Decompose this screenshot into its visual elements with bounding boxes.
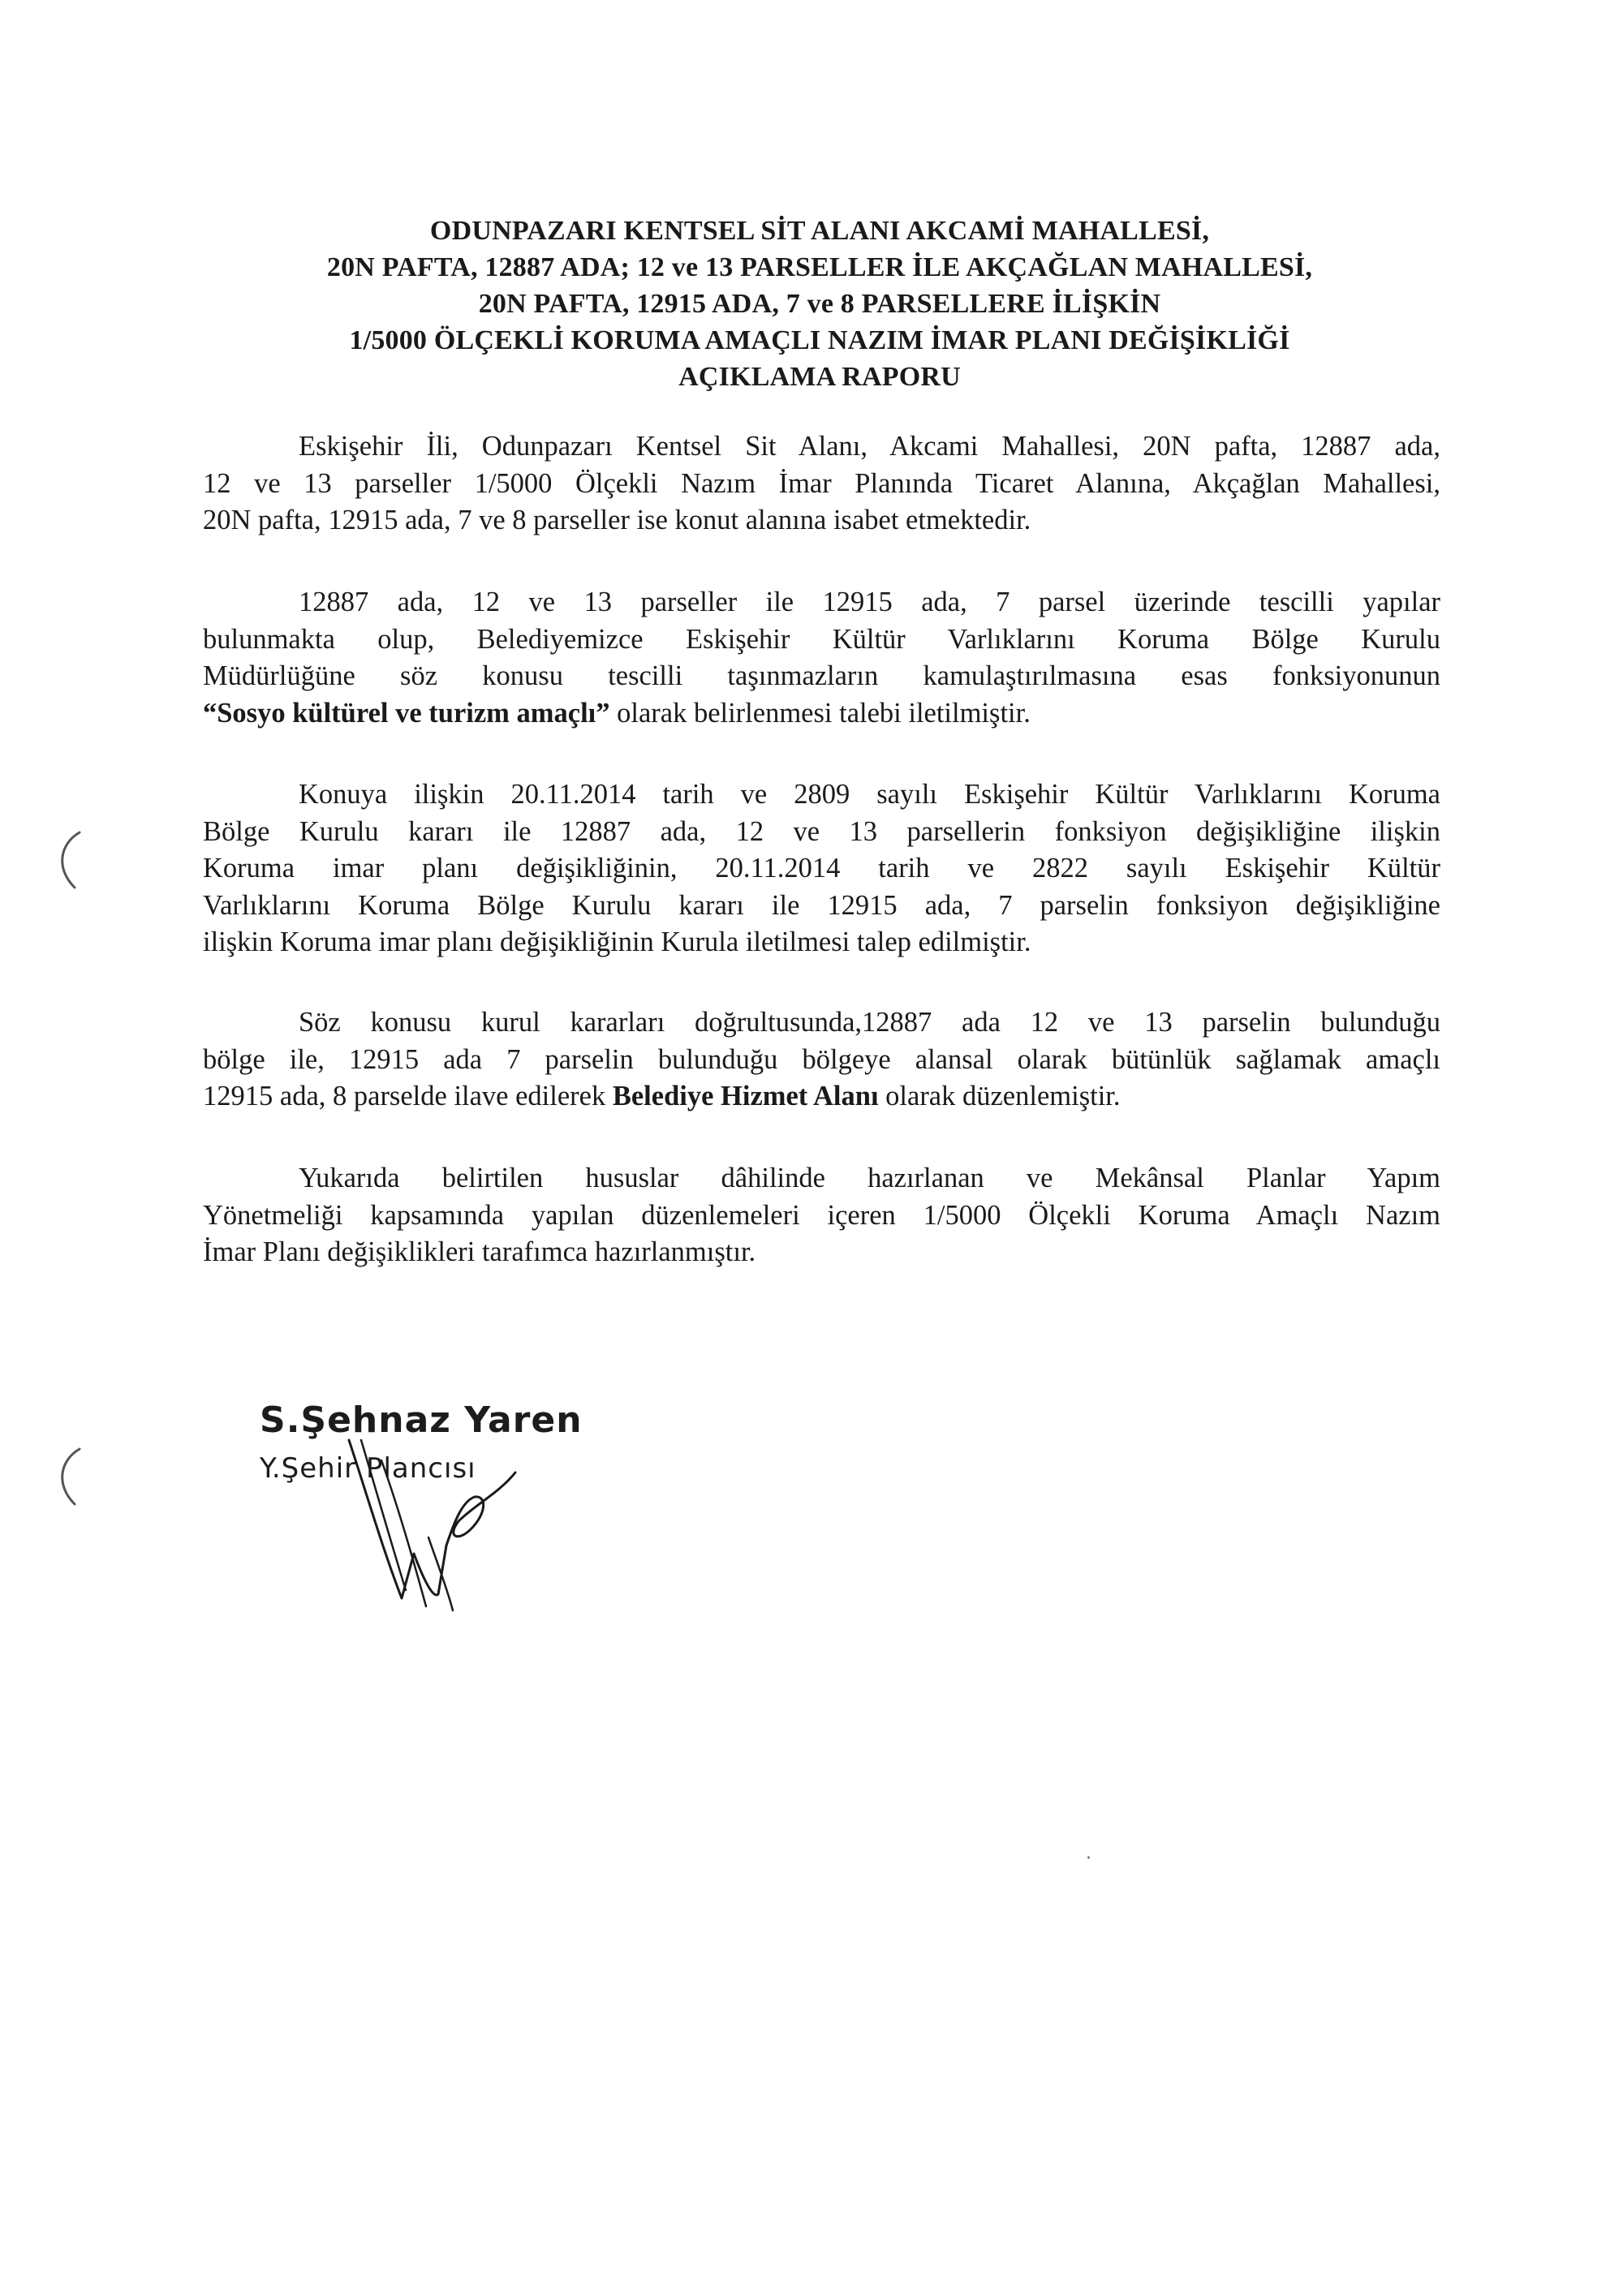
paragraph-3 — [203, 776, 1440, 961]
binding-mark — [49, 1444, 89, 1509]
paragraph-line: 12887 ada, 12 ve 13 parseller ile 12915 ada, 7 parsel üzerinde tescilli yapılar — [299, 587, 1440, 617]
paragraph-line-start: 12915 ada, 8 parselde ilave edilerek — [203, 1081, 613, 1111]
bold-phrase: Belediye Hizmet Alanı — [612, 1081, 879, 1111]
paragraph-line: Yönetmeliği kapsamında yapılan düzenlemeleri içeren 1/5000 Ölçekli Koruma Amaçlı Nazım — [203, 1199, 1440, 1231]
stamp-role: Y.Şehir Plancısı — [260, 1452, 476, 1485]
paragraph-line-end: olarak düzenlemiştir. — [878, 1081, 1121, 1111]
paragraph-2 — [203, 584, 1440, 732]
paragraph-line: Konuya ilişkin 20.11.2014 tarih ve 2809 sayılı Eskişehir Kültür Varlıklarını Koruma — [299, 779, 1440, 810]
paragraph-line-rest: olarak belirlenmesi talebi iletilmiştir. — [609, 697, 1031, 729]
paragraph-line: Varlıklarını Koruma Bölge Kurulu kararı ile 12915 ada, 7 parselin fonksiyon değişikliğine — [203, 889, 1440, 921]
paragraph-line: Bölge Kurulu kararı ile 12887 ada, 12 ve 13 parsellerin fonksiyon değişikliğine ilişkin — [203, 815, 1440, 847]
paragraph-line: 20N pafta, 12915 ada, 7 ve 8 parseller ise konut alanına isabet etmektedir. — [203, 505, 1031, 535]
title-line-2: 20N PAFTA, 12887 ADA; 12 ve 13 PARSELLER İLE AKÇAĞLAN MAHALLESİ, — [326, 252, 1313, 282]
scan-speck — [1087, 1856, 1090, 1859]
paragraph-1 — [203, 428, 1440, 540]
binding-mark — [49, 828, 89, 892]
paragraph-line: Müdürlüğüne söz konusu tescilli taşınmazların kamulaştırılmasına esas fonksiyonunun — [203, 660, 1440, 691]
title-line-1: ODUNPAZARI KENTSEL SİT ALANI AKCAMİ MAHALLESİ, — [429, 216, 1210, 246]
stamp-name: S.Şehnaz Yaren — [260, 1400, 583, 1441]
handwritten-signature — [325, 1424, 536, 1619]
title-line-3: 20N PAFTA, 12915 ADA, 7 ve 8 PARSELLERE İLİŞKİN — [478, 289, 1161, 319]
paragraph-line: İmar Planı değişiklikleri tarafımca hazırlanmıştır. — [203, 1236, 756, 1267]
paragraph-line: ilişkin Koruma imar planı değişikliğinin Kurula iletilmesi talep edilmiştir. — [203, 927, 1031, 957]
paragraph-line — [203, 695, 1440, 733]
paragraph-line: bulunmakta olup, Belediyemizce Eskişehir Kültür Varlıklarını Koruma Bölge Kurulu — [203, 623, 1440, 655]
paragraph-5 — [203, 1160, 1440, 1271]
paragraph-line: Yukarıda belirtilen hususlar dâhilinde hazırlanan ve Mekânsal Planlar Yapım — [299, 1163, 1440, 1193]
paragraph-line: Söz konusu kurul kararları doğrultusunda,12887 ada 12 ve 13 parselin bulunduğu — [299, 1007, 1440, 1038]
paragraph-line: Koruma imar planı değişikliğinin, 20.11.2014 tarih ve 2822 sayılı Eskişehir Kültür — [203, 853, 1440, 884]
paragraph-line — [203, 1078, 1440, 1116]
paragraph-4 — [203, 1004, 1440, 1116]
bold-phrase: “Sosyo kültürel ve turizm amaçlı” — [203, 697, 610, 729]
paragraph-line: bölge ile, 12915 ada 7 parselin bulunduğu bölgeye alansal olarak bütünlük sağlamak amaçlı — [203, 1043, 1440, 1075]
title-line-5: AÇIKLAMA RAPORU — [678, 362, 961, 392]
report-title — [203, 213, 1436, 395]
paragraph-line: 12 ve 13 parseller 1/5000 Ölçekli Nazım İmar Planında Ticaret Alanına, Akçağlan Mahallesi, — [203, 467, 1440, 499]
title-line-4: 1/5000 ÖLÇEKLİ KORUMA AMAÇLI NAZIM İMAR PLANI DEĞİŞİKLİĞİ — [349, 325, 1290, 355]
paragraph-line: Eskişehir İli, Odunpazarı Kentsel Sit Alanı, Akcami Mahallesi, 20N pafta, 12887 ada, — [299, 431, 1440, 462]
